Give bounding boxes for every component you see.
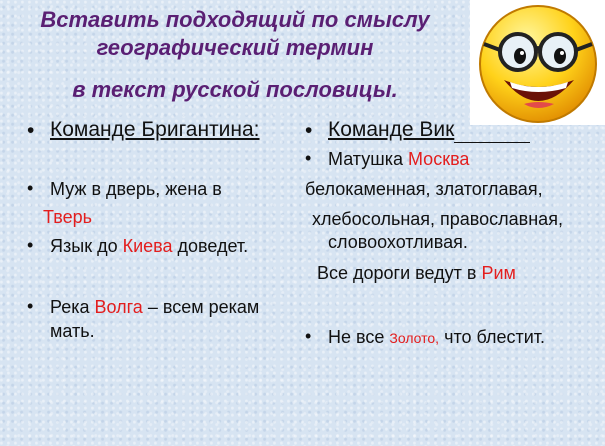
title-line-1: Вставить подходящий по смыслу: [40, 7, 430, 32]
right-team-header-label: Команде Вик: [328, 118, 455, 141]
left-proverb-3-text-a: Река: [50, 297, 95, 317]
bullet-left-3: •: [27, 296, 34, 316]
left-proverb-2-text-b: доведет.: [172, 236, 249, 256]
right-proverb-1-line2: белокаменная, златоглавая,: [305, 179, 543, 199]
left-proverb-2-answer: Киева: [122, 236, 173, 256]
bullet-left-2: •: [27, 235, 34, 255]
left-proverb-1-text: Муж в дверь, жена в: [50, 179, 222, 199]
title-line-3: в текст русской пословицы.: [72, 77, 398, 102]
right-proverb-1-line1: [328, 148, 469, 170]
bullet-left-header: •: [27, 119, 35, 142]
bullet-right-1: •: [305, 148, 312, 168]
smiley-with-glasses-image: [470, 0, 605, 125]
left-proverb-3-text-b: – всем рекам: [142, 297, 260, 317]
right-proverb-3-text-b: что блестит.: [439, 327, 546, 347]
bullet-left-1: •: [27, 178, 34, 198]
left-proverb-3-line2: мать.: [50, 321, 95, 341]
right-header-underline-blank: [454, 120, 530, 143]
left-team-header: Команде Бригантина:: [50, 118, 260, 141]
right-proverb-1-text-a: Матушка: [328, 149, 408, 169]
right-proverb-3-answer: Золото,: [389, 330, 440, 346]
right-proverb-2-text: Все дороги ведут в: [317, 263, 482, 283]
smiley-icon: [470, 0, 605, 125]
left-proverb-1-answer: Тверь: [43, 207, 92, 227]
left-proverb-2: [50, 235, 248, 257]
right-proverb-2-answer: Рим: [481, 263, 516, 283]
bullet-right-3: •: [305, 326, 312, 346]
right-proverb-1-line3: хлебосольная, православная,: [312, 209, 563, 229]
right-proverb-2: [317, 262, 516, 284]
title-line-2: географический термин: [96, 35, 374, 60]
left-proverb-3-line1: [50, 296, 259, 318]
right-proverb-1-answer: Москва: [407, 149, 470, 169]
bullet-right-header: •: [305, 119, 313, 142]
right-proverb-3-text-a: Не все: [328, 327, 390, 347]
right-team-header: [328, 117, 530, 143]
right-proverb-1-line4: словоохотливая.: [328, 232, 468, 252]
left-proverb-2-text-a: Язык до: [50, 236, 123, 256]
right-proverb-3: [328, 326, 545, 349]
left-proverb-3-answer: Волга: [94, 297, 143, 317]
